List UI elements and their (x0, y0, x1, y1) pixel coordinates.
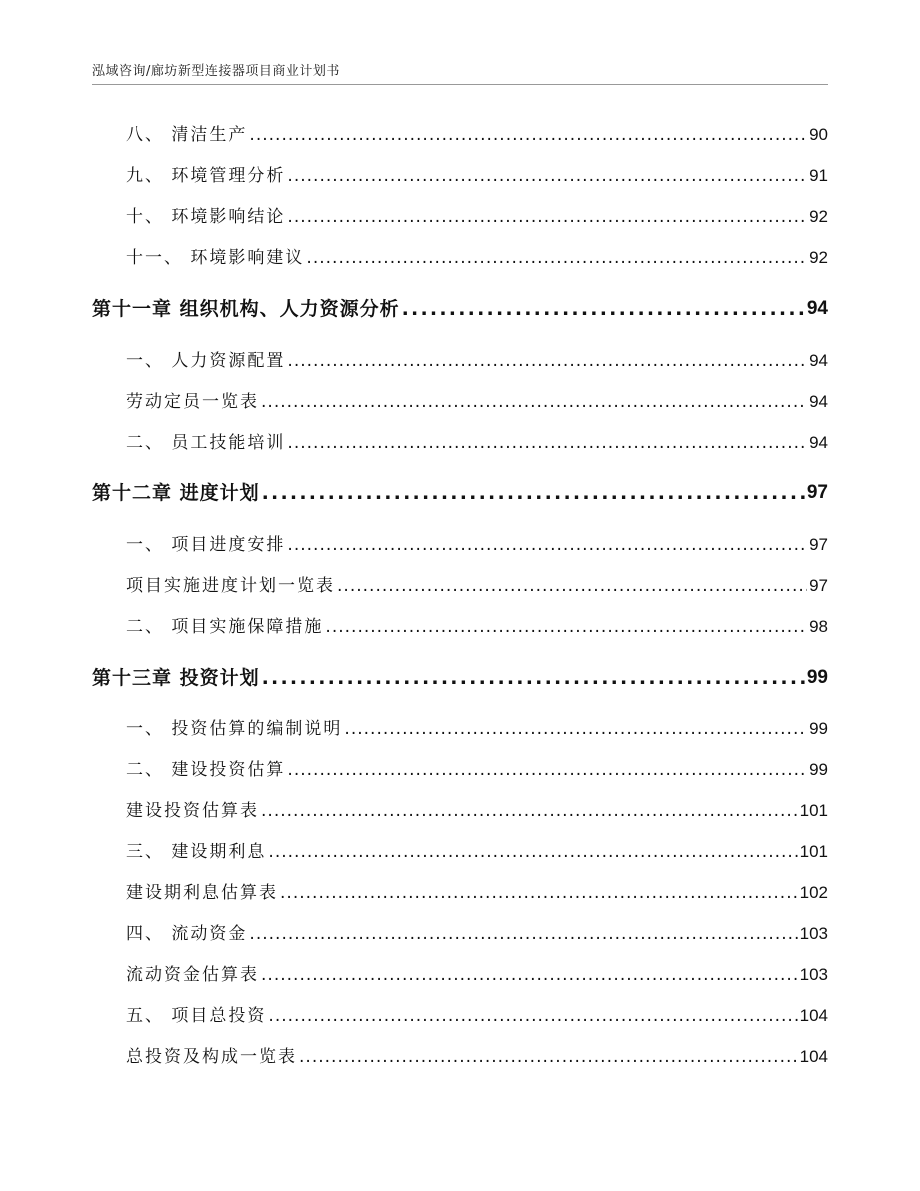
toc-dot-leader (268, 1003, 797, 1029)
toc-dot-leader (249, 921, 797, 947)
toc-entry-title: 劳动定员一览表 (126, 392, 259, 412)
toc-entry[interactable] (126, 1044, 828, 1070)
toc-dot-leader (287, 430, 807, 456)
toc-dot-leader (287, 204, 807, 230)
toc-entry[interactable] (126, 389, 828, 415)
toc-entry-page: 97 (809, 576, 828, 595)
toc-dot-leader (287, 348, 807, 374)
toc-entry-title: 建设期利息估算表 (126, 883, 278, 903)
toc-entry-page: 103 (799, 965, 828, 984)
toc-dot-leader (287, 757, 807, 783)
toc-chapter-page: 94 (806, 298, 828, 319)
toc-dot-leader (306, 245, 807, 271)
toc-entry-page: 94 (809, 433, 828, 452)
toc-entry-page: 99 (809, 719, 828, 738)
toc-chapter-title: 第十一章 组织机构、人力资源分析 (92, 298, 400, 320)
toc-entry-page: 104 (799, 1047, 828, 1066)
toc-dot-leader (402, 296, 805, 322)
toc-entry-page: 104 (799, 1006, 828, 1025)
toc-chapter-entry[interactable] (92, 665, 828, 691)
toc-entry-title: 九、 环境管理分析 (126, 166, 286, 186)
toc-dot-leader (261, 962, 798, 988)
toc-entry-title: 一、 项目进度安排 (126, 535, 286, 555)
toc-dot-leader (325, 614, 807, 640)
toc-entry-title: 八、 清洁生产 (126, 125, 248, 145)
toc-entry[interactable] (126, 962, 828, 988)
toc-entry-page: 94 (809, 392, 828, 411)
toc-entry[interactable] (126, 122, 828, 148)
toc-entry-page: 101 (799, 842, 828, 861)
toc-entry-title: 项目实施进度计划一览表 (126, 576, 335, 596)
toc-entry-page: 92 (809, 207, 828, 226)
toc-entry-page: 98 (809, 617, 828, 636)
toc-entry-title: 四、 流动资金 (126, 924, 248, 944)
toc-entry[interactable] (126, 1003, 828, 1029)
toc-entry-page: 90 (809, 125, 828, 144)
toc-entry-title: 一、 人力资源配置 (126, 351, 286, 371)
toc-entry[interactable] (126, 880, 828, 906)
toc-entry-page: 99 (809, 760, 828, 779)
toc-dot-leader (299, 1044, 798, 1070)
header-divider (92, 84, 828, 85)
toc-entry[interactable] (126, 716, 828, 742)
toc-entry-title: 二、 员工技能培训 (126, 433, 286, 453)
toc-entry[interactable] (126, 614, 828, 640)
toc-dot-leader (287, 532, 807, 558)
toc-chapter-title: 第十三章 投资计划 (92, 667, 260, 689)
toc-entry-page: 91 (809, 166, 828, 185)
toc-entry-title: 一、 投资估算的编制说明 (126, 719, 343, 739)
toc-dot-leader (280, 880, 798, 906)
toc-dot-leader (261, 798, 798, 824)
toc-entry-page: 92 (809, 248, 828, 267)
toc-chapter-title: 第十二章 进度计划 (92, 482, 260, 504)
toc-entry-title: 五、 项目总投资 (126, 1006, 267, 1026)
toc-chapter-page: 99 (806, 667, 828, 688)
toc-entry-title: 十一、 环境影响建议 (126, 248, 305, 268)
toc-entry-title: 三、 建设期利息 (126, 842, 267, 862)
toc-entry[interactable] (126, 348, 828, 374)
toc-entry-title: 二、 项目实施保障措施 (126, 617, 324, 637)
toc-dot-leader (261, 389, 807, 415)
toc-chapter-entry[interactable] (92, 480, 828, 506)
toc-entry-page: 97 (809, 535, 828, 554)
toc-dot-leader (249, 122, 807, 148)
toc-entry-title: 十、 环境影响结论 (126, 207, 286, 227)
toc-chapter-page: 97 (806, 482, 828, 503)
toc-dot-leader (344, 716, 807, 742)
toc-dot-leader (337, 573, 807, 599)
toc-entry[interactable] (126, 921, 828, 947)
toc-dot-leader (262, 480, 805, 506)
toc-entry[interactable] (126, 245, 828, 271)
toc-entry-page: 103 (799, 924, 828, 943)
toc-entry-title: 总投资及构成一览表 (126, 1047, 297, 1067)
toc-entry-title: 建设投资估算表 (126, 801, 259, 821)
toc-dot-leader (287, 163, 807, 189)
toc-entry[interactable] (126, 839, 828, 865)
toc-entry-page: 101 (799, 801, 828, 820)
toc-entry[interactable] (126, 430, 828, 456)
page-header: 泓域咨询/廊坊新型连接器项目商业计划书 (92, 64, 340, 79)
toc-dot-leader (262, 665, 805, 691)
toc-entry[interactable] (126, 757, 828, 783)
toc-entry-page: 94 (809, 351, 828, 370)
toc-entry[interactable] (126, 573, 828, 599)
toc-entry[interactable] (126, 204, 828, 230)
toc-entry-page: 102 (799, 883, 828, 902)
toc-entry[interactable] (126, 532, 828, 558)
toc-dot-leader (268, 839, 797, 865)
toc-chapter-entry[interactable] (92, 296, 828, 322)
toc-entry[interactable] (126, 163, 828, 189)
toc-entry[interactable] (126, 798, 828, 824)
toc-entry-title: 流动资金估算表 (126, 965, 259, 985)
toc-entry-title: 二、 建设投资估算 (126, 760, 286, 780)
